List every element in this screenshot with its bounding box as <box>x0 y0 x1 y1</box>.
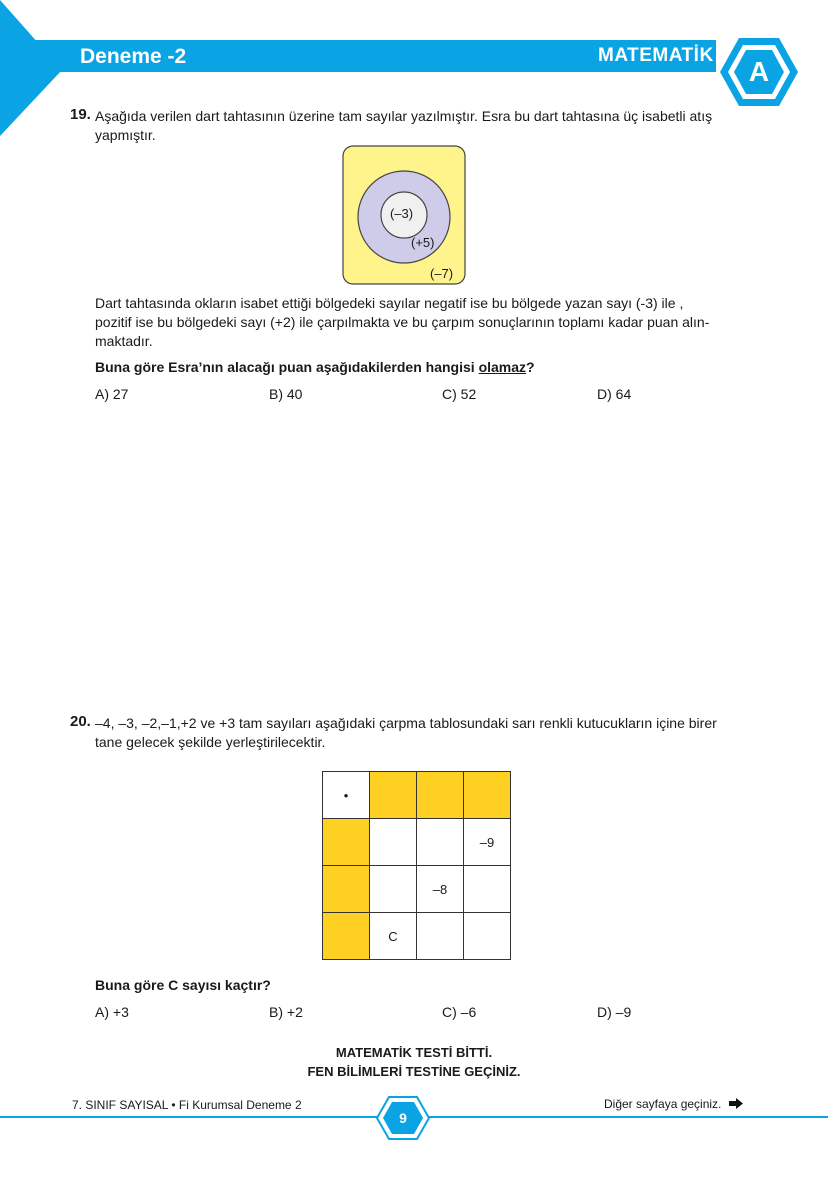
header-cell-row1 <box>323 819 370 866</box>
q20-question: Buna göre C sayısı kaçtır? <box>95 977 271 993</box>
inner-region-value: (–3) <box>390 206 414 221</box>
test-title: Deneme -2 <box>80 45 187 68</box>
q20-option-b[interactable]: B) +2 <box>269 1004 303 1020</box>
q20-option-c[interactable]: C) –6 <box>442 1004 477 1020</box>
cell-r1c2 <box>417 819 464 866</box>
q20-option-a[interactable]: A) +3 <box>95 1004 129 1020</box>
q19-question-emphasis: olamaz <box>478 359 527 375</box>
header-cell-col1 <box>370 772 417 819</box>
multiply-dot: • <box>343 787 349 803</box>
table-corner-cell <box>323 772 370 819</box>
q19-question-mark: ? <box>526 359 535 375</box>
header-cell-row3 <box>323 913 370 960</box>
page-number: 9 <box>399 1110 407 1126</box>
dart-board <box>342 145 466 285</box>
cell-r1c1 <box>370 819 417 866</box>
arrow-right-icon <box>729 1098 743 1112</box>
q19-option-d[interactable]: D) 64 <box>597 386 632 402</box>
q19-rule2: pozitif ise bu bölgedeki sayı (+2) ile çarpılmakta ve bu çarpım sonuçlarının toplamı kadar puan alın- <box>95 314 710 330</box>
header-cell-row2 <box>323 866 370 913</box>
q19-number: 19. <box>70 106 91 123</box>
cell-r3c1: C <box>370 913 417 960</box>
end-line2: FEN BİLİMLERİ TESTİNE GEÇİNİZ. <box>307 1064 521 1079</box>
outer-region-value: (–7) <box>430 266 454 281</box>
header-cell-col3 <box>464 772 511 819</box>
middle-region-value: (+5) <box>411 235 435 250</box>
end-line1: MATEMATİK TESTİ BİTTİ. <box>335 1045 493 1060</box>
cell-r2c2: –8 <box>417 866 464 913</box>
q19-question-text: Buna göre Esra’nın alacağı puan aşağıdakilerden hangisi <box>95 359 479 375</box>
q19-question <box>95 358 535 376</box>
q19-option-c[interactable]: C) 52 <box>442 386 477 402</box>
q19-rule3: maktadır. <box>95 333 153 349</box>
q20-number: 20. <box>70 713 91 730</box>
page-number-badge <box>376 1096 430 1140</box>
q19-line2: yapmıştır. <box>95 127 156 143</box>
cell-r2c3 <box>464 866 511 913</box>
multiplication-table <box>322 771 511 960</box>
q20-line2: tane gelecek şekilde yerleştirilecektir. <box>95 734 326 750</box>
q20-option-d[interactable]: D) –9 <box>597 1004 632 1020</box>
cell-r3c3 <box>464 913 511 960</box>
q19-option-a[interactable]: A) 27 <box>95 386 129 402</box>
q19-line1: Aşağıda verilen dart tahtasının üzerine tam sayılar yazılmıştır. Esra bu dart tahtasına üç isabetli atış <box>95 108 713 124</box>
next-page-text: Diğer sayfaya geçiniz. <box>604 1097 722 1111</box>
cell-r1c3: –9 <box>464 819 511 866</box>
next-page-note <box>604 1097 743 1112</box>
q19-option-b[interactable]: B) 40 <box>269 386 303 402</box>
cell-r2c1 <box>370 866 417 913</box>
cell-r3c2 <box>417 913 464 960</box>
q19-rule1: Dart tahtasında okların isabet ettiği bölgedeki sayılar negatif ise bu bölgede yazan sayı (-3) ile , <box>95 295 684 311</box>
header-cell-col2 <box>417 772 464 819</box>
footer-left-text: 7. SINIF SAYISAL • Fi Kurumsal Deneme 2 <box>72 1098 302 1112</box>
subject-label: MATEMATİK <box>598 45 714 66</box>
booklet-letter: A <box>748 56 770 87</box>
q20-line1: –4, –3, –2,–1,+2 ve +3 tam sayıları aşağıdaki çarpma tablosundaki sarı renkli kutucukların içine birer <box>95 715 717 731</box>
booklet-badge <box>718 36 800 108</box>
